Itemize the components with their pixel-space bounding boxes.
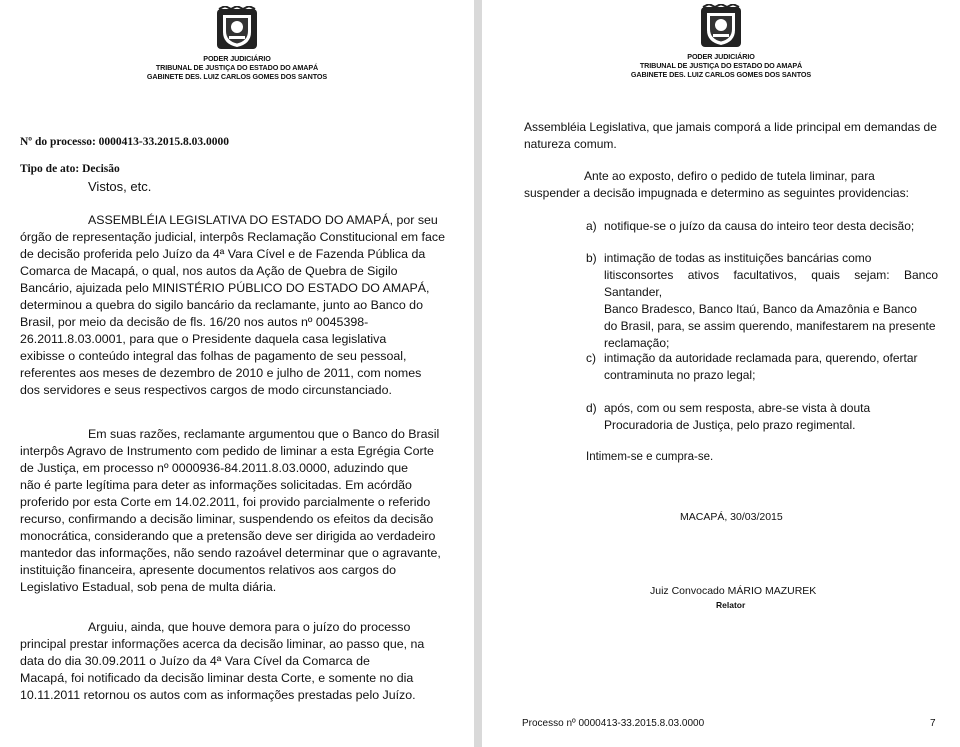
list-item-text: Procuradoria de Justiça, pelo prazo regimental. bbox=[604, 418, 856, 432]
p2-line: Em suas razões, reclamante argumentou que o Banco do Brasil bbox=[88, 427, 440, 441]
list-item-text: intimação de todas as instituições bancárias como bbox=[604, 251, 872, 265]
p1-line: de decisão proferida pelo Juízo da 4ª Vara Cível e de Fazenda Pública da bbox=[20, 247, 426, 261]
cont-line: Assembléia Legislativa, que jamais comporá a lide principal em demandas de bbox=[524, 120, 937, 134]
p1-line: determinou a quebra do sigilo bancário da reclamante, junto ao Banco do bbox=[20, 298, 423, 312]
p1-line: ASSEMBLÉIA LEGISLATIVA DO ESTADO DO AMAPÁ, por seu bbox=[88, 213, 438, 227]
p1-line: órgão de representação judicial, interpôs Reclamação Constitucional em face bbox=[20, 230, 445, 244]
p2-line: proferido por esta Corte em 14.02.2011, foi provido parcialmente o referido bbox=[20, 495, 431, 509]
header-line-3: GABINETE DES. LUIZ CARLOS GOMES DOS SANTOS bbox=[630, 70, 812, 79]
continuation-text bbox=[524, 119, 940, 153]
p2-line: mantedor das informações, não sendo razoável determinar que o agravante, bbox=[20, 546, 441, 560]
list-item-text: reclamação; bbox=[604, 336, 670, 350]
p1-line: Comarca de Macapá, o qual, nos autos da Ação de Quebra de Sigilo bbox=[20, 264, 398, 278]
p2-line: não é parte legítima para deter as informações solicitadas. Em acórdão bbox=[20, 478, 412, 492]
p2-line: de Justiça, em processo nº 0000936-84.2011.8.03.0000, aduzindo que bbox=[20, 461, 408, 475]
list-item-c bbox=[586, 350, 938, 384]
processo-number: Nº do processo: 0000413-33.2015.8.03.0000 bbox=[20, 136, 229, 148]
decision-date: MACAPÁ, 30/03/2015 bbox=[680, 511, 783, 523]
p2-line: instituição financeira, apresente documentos relativos aos cargos do bbox=[20, 563, 397, 577]
p1-line: Brasil, por meio da decisão de fls. 16/20 nos autos nº 0045398- bbox=[20, 315, 369, 329]
footer-processo: Processo nº 0000413-33.2015.8.03.0000 bbox=[522, 718, 705, 729]
p2-line: Legislativo Estadual, sob pena de multa diária. bbox=[20, 580, 277, 594]
header-line-1: PODER JUDICIÁRIO bbox=[687, 52, 755, 61]
p3-line: Macapá, foi notificado da decisão liminar desta Corte, e somente no dia bbox=[20, 671, 414, 685]
list-item-b bbox=[586, 250, 938, 352]
page-header bbox=[0, 6, 474, 81]
p1-line: Bancário, ajuizada pelo MINISTÉRIO PÚBLICO DO ESTADO DO AMAPÁ, bbox=[20, 281, 430, 295]
p3-line: 10.11.2011 retornou os autos com as informações prestadas pelo Juízo. bbox=[20, 688, 416, 702]
list-item-text: após, com ou sem resposta, abre-se vista à douta bbox=[604, 401, 871, 415]
list-item-label: a) bbox=[586, 219, 597, 233]
document-page-left bbox=[0, 0, 474, 747]
p1-line: exibisse o conteúdo integral das folhas de pagamento de seu pessoal, bbox=[20, 349, 407, 363]
ante-line: suspender a decisão impugnada e determino as seguintes providencias: bbox=[524, 186, 909, 200]
p1-line: referentes aos meses de dezembro de 2010 e julho de 2011, com nomes bbox=[20, 366, 422, 380]
signer-name: Juiz Convocado MÁRIO MAZUREK bbox=[650, 585, 817, 597]
cont-line: natureza comum. bbox=[524, 137, 617, 151]
paragraph-2 bbox=[20, 426, 460, 596]
list-item-text: do Brasil, para, se assim querendo, manifestarem na presente bbox=[604, 319, 936, 333]
page-header bbox=[482, 4, 960, 79]
p3-line: Arguiu, ainda, que houve demora para o juízo do processo bbox=[88, 620, 411, 634]
list-item-label: c) bbox=[586, 351, 596, 365]
p1-line: 26.2011.8.03.0001, para que o Presidente daquela casa legislativa bbox=[20, 332, 387, 346]
p3-line: data do dia 30.09.2011 o Juízo da 4ª Vara Cível da Comarca de bbox=[20, 654, 370, 668]
list-item-text: intimação da autoridade reclamada para, querendo, ofertar bbox=[604, 351, 918, 365]
intimem-text: Intimem-se e cumpra-se. bbox=[586, 451, 714, 463]
page-number: 7 bbox=[930, 718, 936, 729]
p2-line: recurso, confirmando a decisão liminar, suspendendo os efeitos da decisão bbox=[20, 512, 434, 526]
list-item-label: b) bbox=[586, 251, 597, 265]
ante-line: Ante ao exposto, defiro o pedido de tutela liminar, para bbox=[584, 169, 875, 183]
list-item-text: litisconsortes ativos facultativos, quais sejam: Banco Santander, bbox=[604, 268, 938, 299]
vistos-text: Vistos, etc. bbox=[88, 179, 152, 194]
coat-of-arms-icon bbox=[215, 6, 259, 50]
list-item-label: d) bbox=[586, 401, 597, 415]
p2-line: interpôs Agravo de Instrumento com pedido de liminar a esta Egrégia Corte bbox=[20, 444, 434, 458]
tipo-de-ato: Tipo de ato: Decisão bbox=[20, 163, 120, 175]
header-line-2: TRIBUNAL DE JUSTIÇA DO ESTADO DO AMAPÁ bbox=[639, 61, 803, 70]
list-item-text: Banco Bradesco, Banco Itaú, Banco da Amazônia e Banco bbox=[604, 302, 917, 316]
coat-of-arms-icon bbox=[699, 4, 743, 48]
signer-role: Relator bbox=[716, 600, 746, 610]
ante-paragraph bbox=[524, 168, 940, 202]
header-line-3: GABINETE DES. LUIZ CARLOS GOMES DOS SANTOS bbox=[146, 72, 328, 81]
document-page-right bbox=[482, 0, 960, 747]
list-item-d bbox=[586, 400, 938, 434]
paragraph-1 bbox=[20, 212, 460, 399]
header-line-2: TRIBUNAL DE JUSTIÇA DO ESTADO DO AMAPÁ bbox=[155, 63, 319, 72]
list-item-a bbox=[586, 218, 938, 235]
paragraph-3 bbox=[20, 619, 460, 704]
p2-line: monocrática, considerando que a pretensão deve ser dirigida ao verdadeiro bbox=[20, 529, 436, 543]
list-item-text: contraminuta no prazo legal; bbox=[604, 368, 756, 382]
header-line-1: PODER JUDICIÁRIO bbox=[203, 54, 271, 63]
list-item-text: notifique-se o juízo da causa do inteiro teor desta decisão; bbox=[604, 219, 915, 233]
p1-line: dos servidores e seus respectivos cargos de modo circunstanciado. bbox=[20, 383, 392, 397]
p3-line: principal prestar informações acerca da decisão liminar, ao passo que, na bbox=[20, 637, 425, 651]
